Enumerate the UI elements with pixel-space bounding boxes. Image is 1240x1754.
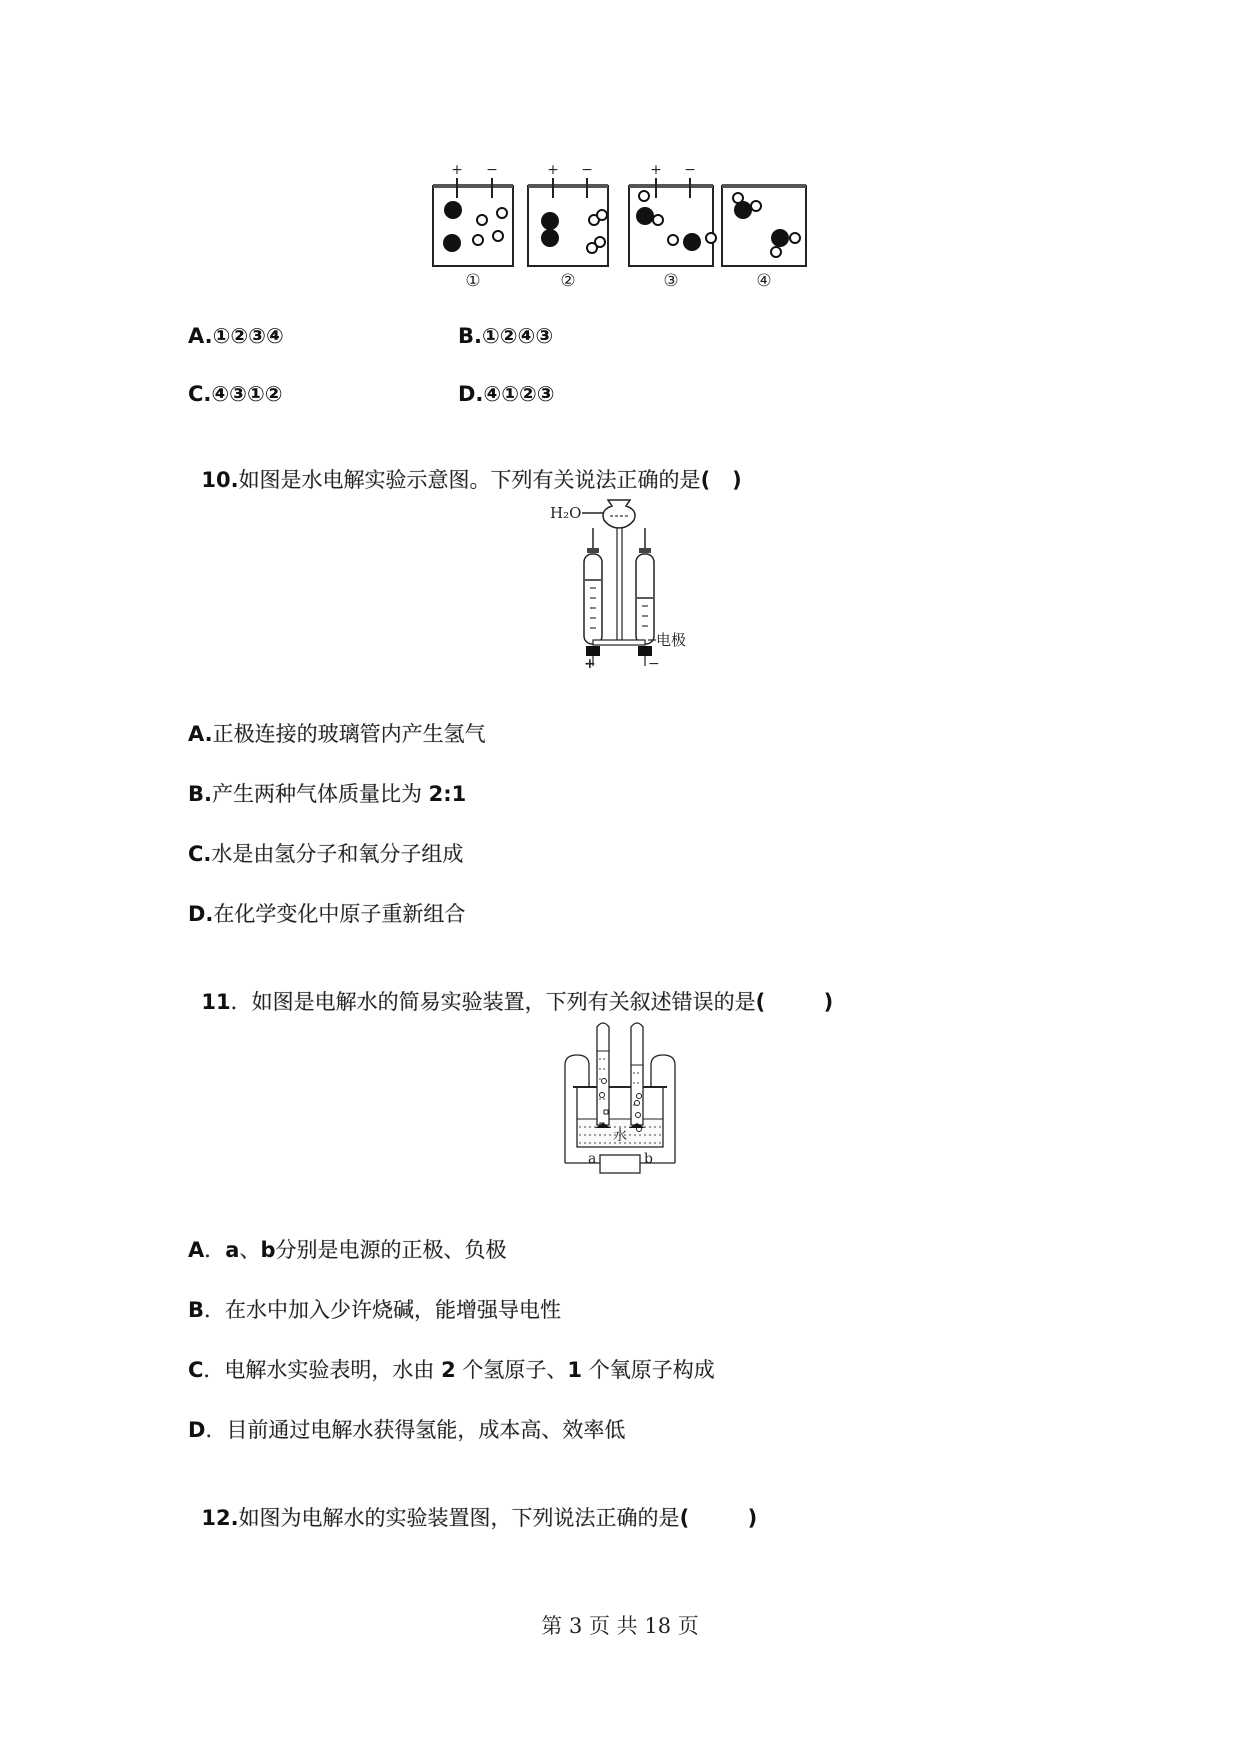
option-text: ．目前通过电解水获得氢能，成本高、效率低 [205, 1418, 626, 1442]
option-letter: C. [188, 382, 212, 406]
svg-text:水: 水 [613, 1128, 627, 1144]
q11-option-a[interactable] [188, 1236, 506, 1264]
option-letter: B. [188, 782, 212, 806]
question-number: 11 [201, 990, 231, 1014]
svg-text:电极: 电极 [656, 631, 687, 649]
option-letter: C. [188, 842, 212, 866]
q10-electrolysis-figure [548, 488, 698, 668]
option-letter: D [188, 1418, 206, 1442]
option-text: 在化学变化中原子重新组合 [213, 902, 466, 926]
q11-stem [188, 960, 833, 1016]
option-letter: A. [188, 722, 213, 746]
option-text: ④③①② [211, 382, 283, 406]
option-text: 个氢原子、 [455, 1358, 568, 1382]
option-ratio: 2:1 [428, 782, 467, 806]
option-letter: A. [188, 324, 213, 348]
option-text: 个氧原子构成 [582, 1358, 715, 1382]
option-text: 水是由氢分子和氧分子组成 [211, 842, 464, 866]
option-text: 分别是电源的正极、负极 [275, 1238, 507, 1262]
option-letter: B [188, 1298, 205, 1322]
answer-blank: ( ) [700, 468, 742, 492]
option-text: b [260, 1238, 276, 1262]
page-footer: 第 3 页 共 18 页 [541, 1614, 699, 1638]
option-text: a [225, 1238, 240, 1262]
q11-option-d[interactable] [188, 1416, 625, 1444]
q10-stem [188, 438, 742, 494]
option-letter: B. [458, 324, 482, 348]
option-text: ①②④③ [481, 324, 554, 348]
svg-text:−: − [581, 162, 593, 178]
q9-options-row-1 [188, 322, 554, 350]
option-text: 1 [567, 1358, 583, 1382]
answer-blank: ( ) [679, 1506, 758, 1530]
q10-option-c[interactable] [188, 840, 463, 868]
svg-text:+: + [451, 162, 463, 178]
svg-text:①: ① [465, 271, 481, 290]
q10-option-d[interactable] [188, 900, 465, 928]
simple-electrolysis-diagram [555, 1015, 685, 1195]
svg-text:−: − [684, 162, 696, 178]
option-text: ．在水中加入少许烧碱，能增强导电性 [204, 1298, 562, 1322]
svg-text:−: − [486, 162, 498, 178]
svg-text:②: ② [560, 271, 576, 290]
question-text: ．如图是电解水的简易实验装置，下列有关叙述错误的是 [230, 990, 756, 1014]
q12-stem [188, 1476, 757, 1532]
option-text: ④①②③ [483, 382, 555, 406]
svg-text:+: + [584, 656, 596, 668]
option-letter: D. [458, 382, 484, 406]
q9-options-row-2 [188, 380, 555, 408]
electrolysis-apparatus-diagram [548, 488, 698, 668]
option-text: 、 [239, 1238, 261, 1262]
question-number: 10. [201, 468, 239, 492]
q11-electrolysis-figure [555, 1015, 685, 1195]
q9-option-b[interactable] [458, 322, 553, 350]
q10-option-a[interactable] [188, 720, 486, 748]
question-text: 如图是水电解实验示意图。下列有关说法正确的是 [238, 468, 701, 492]
q9-option-a[interactable] [188, 324, 284, 348]
option-letter: D. [188, 902, 214, 926]
option-text: 产生两种气体质量比为 [211, 782, 429, 806]
svg-text:−: − [648, 656, 660, 668]
option-text: ①②③④ [212, 324, 284, 348]
option-text: ．电解水实验表明，水由 [203, 1358, 442, 1382]
svg-text:③: ③ [663, 271, 679, 290]
molecule-panels-diagram [430, 158, 810, 290]
answer-blank: ( ) [755, 990, 834, 1014]
option-text: ． [204, 1238, 226, 1262]
option-letter: A [188, 1238, 205, 1262]
q10-option-b[interactable] [188, 780, 466, 808]
option-text: 正极连接的玻璃管内产生氢气 [212, 722, 486, 746]
q11-option-b[interactable] [188, 1296, 561, 1324]
question-number: 12. [201, 1506, 239, 1530]
q9-option-c[interactable] [188, 382, 283, 406]
q11-option-c[interactable] [188, 1356, 715, 1384]
svg-text:H₂O: H₂O [550, 504, 582, 522]
q9-molecule-figure [430, 158, 810, 290]
svg-text:+: + [547, 162, 559, 178]
svg-text:b: b [644, 1151, 653, 1167]
svg-text:+: + [650, 162, 662, 178]
option-letter: C [188, 1358, 204, 1382]
svg-text:④: ④ [756, 271, 772, 290]
q9-option-d[interactable] [458, 380, 555, 408]
svg-text:a: a [588, 1151, 597, 1167]
option-text: 2 [441, 1358, 456, 1382]
question-text: 如图为电解水的实验装置图，下列说法正确的是 [238, 1506, 680, 1530]
